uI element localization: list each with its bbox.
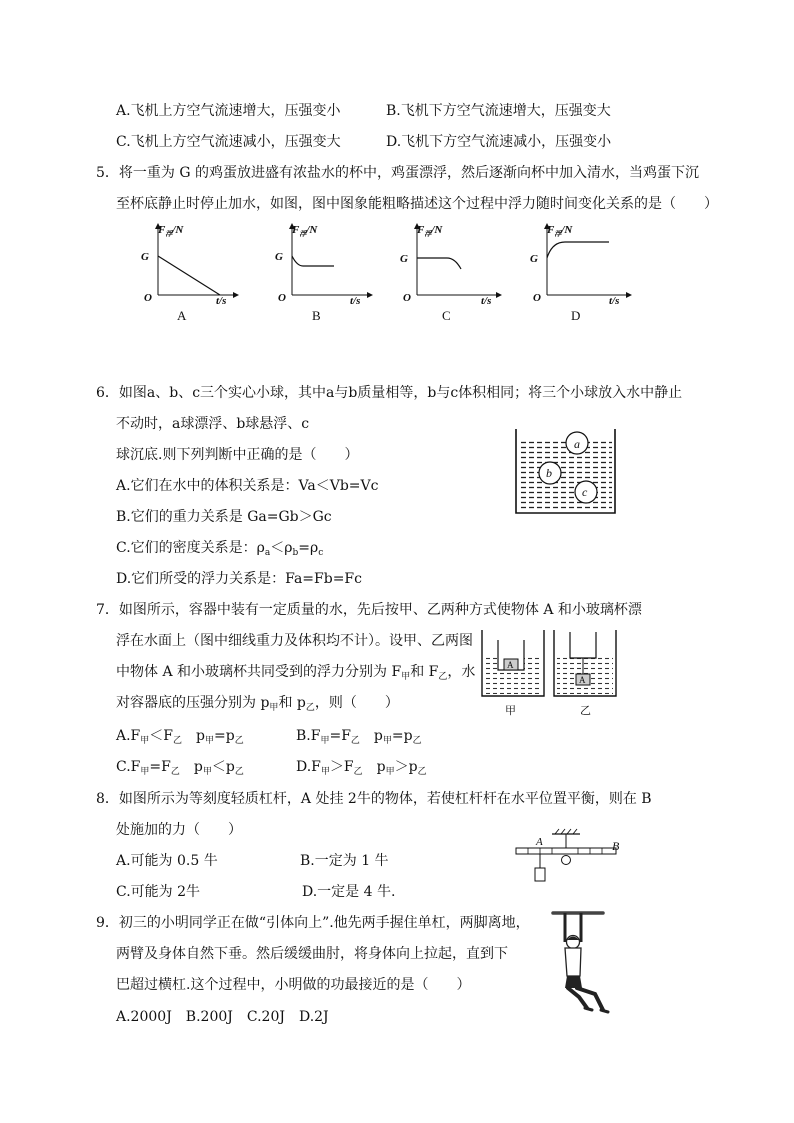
q9-options: A.2000J B.200J C.20J D.2J: [116, 1009, 329, 1025]
q6-stem-line1: 6．如图a、b、c三个实心小球，其中a与b质量相等，b与c体积相同；将三个小球放入水中静止: [96, 385, 683, 401]
q6-option-d: D.它们所受的浮力关系是：Fa=Fb=Fc: [116, 571, 362, 587]
svg-text:F浮/N: $F_浮/N$: [547, 224, 573, 238]
q4-option-d: D.飞机下方空气流速减小，压强变小: [386, 134, 612, 150]
svg-text:G: G: [400, 253, 408, 265]
lever-label-b: B: [612, 839, 620, 853]
q5-graph-c-caption: C: [442, 308, 451, 323]
q8-option-a: A.可能为 0.5 牛: [116, 853, 218, 869]
svg-text:G: G: [275, 251, 283, 263]
q8-stem-line2: 处施加的力（ ）: [116, 822, 242, 838]
q8-option-c: C.可能为 2牛: [116, 884, 201, 900]
q7-jia-label: 甲: [505, 705, 516, 717]
lever-label-a: A: [536, 836, 543, 848]
q6-balls-figure: [512, 425, 618, 517]
q5-graph-a: [136, 218, 246, 328]
q6-option-c: C.它们的密度关系是：$\rho_a<\rho_b=\rho_c$: [116, 540, 324, 558]
q7-stem-line4: 对容器底的压强分别为 $p_甲$和 $p_乙$，则（ ）: [116, 695, 399, 713]
q9-stem-line2: 两臂及身体自然下垂。然后缓缓曲肘，将身体向上拉起，直到下: [116, 946, 508, 962]
q7-yi-block-label: A: [579, 675, 586, 685]
q6-option-a: A.它们在水中的体积关系是：Va＜Vb=Vc: [116, 478, 379, 494]
q5-graph-a-g: G: [141, 251, 149, 263]
svg-text:O: O: [403, 292, 411, 304]
svg-text:F浮/N: $F_浮/N$: [292, 224, 318, 238]
q7-option-c: $C.F_甲=F_乙$ $p_甲<p_乙$: [116, 759, 244, 777]
svg-text:O: O: [533, 292, 541, 304]
q7-yi-label: 乙: [580, 705, 591, 717]
svg-text:O: O: [278, 292, 286, 304]
svg-text:G: G: [530, 253, 538, 265]
q5-graph-c: [395, 218, 510, 328]
svg-text:t/s: t/s: [481, 295, 492, 307]
q5-stem-line2: 至杯底静止时停止加水，如图，图中图象能粗略描述这个过程中浮力随时间变化关系的是（ ）: [116, 196, 718, 212]
q7-option-d: $D.F_甲>F_乙$ $p_甲>p_乙$: [296, 759, 427, 777]
svg-text:t/s: t/s: [609, 295, 620, 307]
ball-a-label: a: [574, 437, 580, 451]
q6-option-b: B.它们的重力关系是 Ga=Gb＞Gc: [116, 509, 332, 525]
q4-option-b: B.飞机下方空气流速增大，压强变大: [386, 103, 611, 119]
q7-stem-line3: 中物体 A 和小玻璃杯共同受到的浮力分别为 $F_甲$和 $F_乙$，水: [116, 664, 476, 682]
q9-stem-line1: 9．初三的小明同学正在做“引体向上”.他先两手握住单杠，两脚离地，: [96, 915, 530, 931]
q8-option-b: B.一定为 1 牛: [300, 853, 389, 869]
q8-option-d: D.一定是 4 牛.: [302, 884, 396, 900]
ball-c-label: c: [582, 485, 588, 499]
ball-b-label: b: [546, 466, 552, 480]
q9-stem-line3: 巴超过横杠.这个过程中，小明做的功最接近的是（ ）: [116, 977, 471, 993]
q7-option-a: $A.F_甲<F_乙$ $p_甲=p_乙$: [116, 728, 244, 746]
q8-lever-figure: [512, 828, 628, 888]
q5-graph-d-caption: D: [571, 308, 581, 323]
pull-up-figure: [535, 900, 615, 1020]
q5-graph-d: [525, 218, 640, 328]
q7-stem-line2: 浮在水面上（图中细线重力及体积均不计）。设甲、乙两图: [116, 633, 473, 649]
q7-stem-line1: 7．如图所示，容器中装有一定质量的水，先后按甲、乙两种方式使物体 A 和小玻璃杯漂: [96, 602, 642, 618]
q5-stem-line1: 5．将一重为 G 的鸡蛋放进盛有浓盐水的杯中，鸡蛋漂浮，然后逐渐向杯中加入清水，当鸡蛋下沉: [96, 165, 699, 181]
svg-text:F浮/N: $F_浮/N$: [417, 224, 443, 238]
q7-option-b: $B.F_甲=F_乙$ $p_甲=p_乙$: [296, 728, 422, 746]
q5-graph-a-ylabel: $F_浮/N$: [158, 224, 184, 238]
q7-containers-figure: [478, 626, 618, 718]
q6-stem-line2: 不动时，a球漂浮、b球悬浮、c: [116, 416, 310, 432]
q8-stem-line1: 8．如图所示为等刻度轻质杠杆，A 处挂 2牛的物体，若使杠杆杆在水平位置平衡，则在 B: [96, 791, 652, 807]
q7-jia-block-label: A: [507, 660, 514, 670]
q5-graph-a-xlabel: t/s: [216, 295, 227, 307]
q5-graph-a-caption: A: [177, 308, 187, 323]
q6-stem-line3: 球沉底.则下列判断中正确的是（ ）: [116, 447, 359, 463]
q4-option-a: A.飞机上方空气流速增大，压强变小: [116, 103, 341, 119]
q5-graph-a-origin: O: [144, 292, 152, 304]
q5-graph-b: [270, 218, 380, 328]
q4-option-c: C.飞机上方空气流速减小，压强变大: [116, 134, 341, 150]
svg-text:t/s: t/s: [350, 295, 361, 307]
q5-graph-b-caption: B: [312, 308, 321, 323]
